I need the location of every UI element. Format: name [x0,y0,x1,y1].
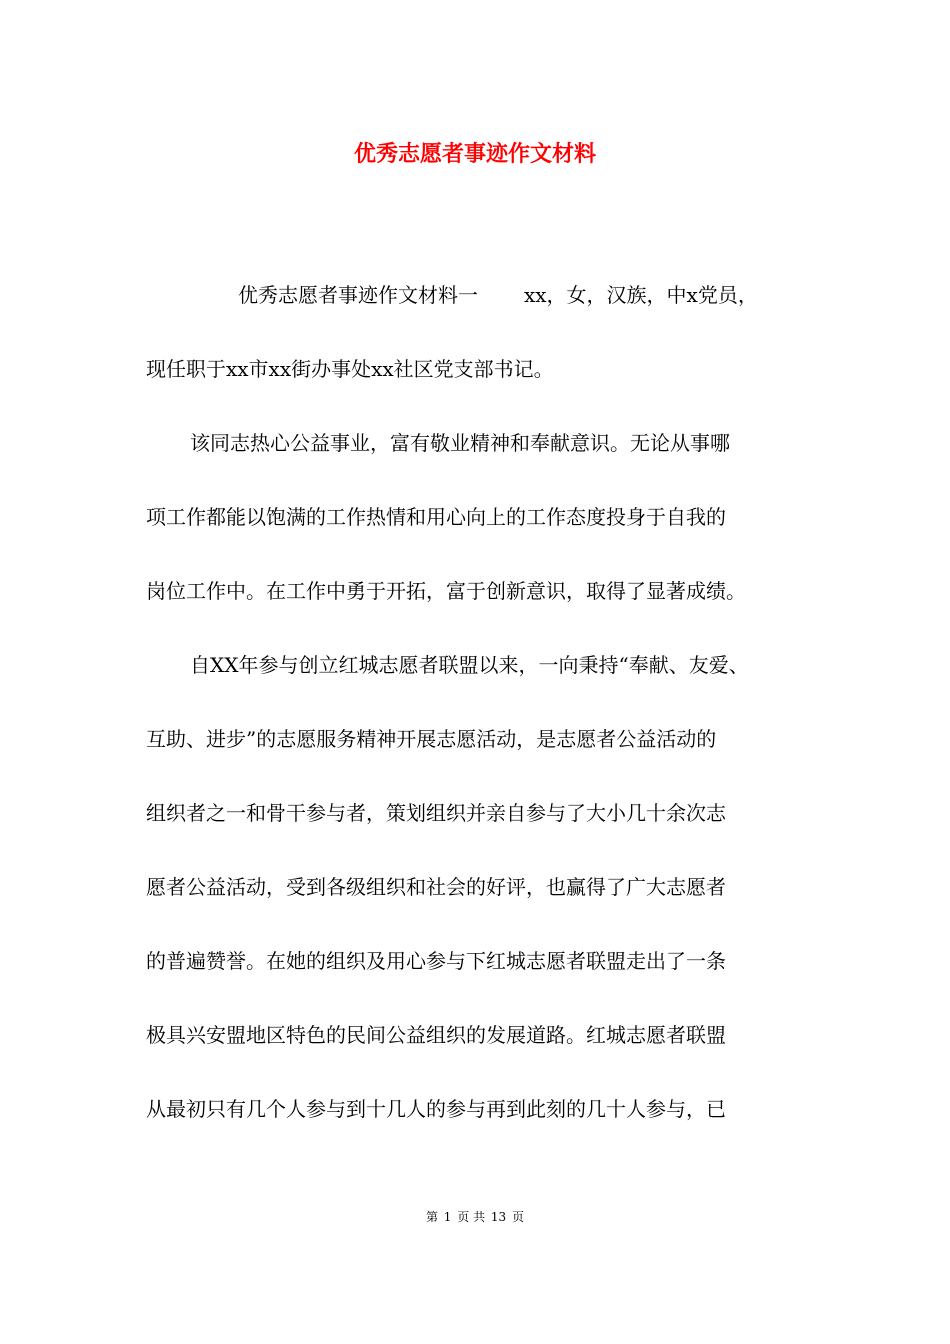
body-line-6: 自XX年参与创立红城志愿者联盟以来，一向秉持“奉献、友爱、 [190,653,749,677]
body-line-10: 的普遍赞誉。在她的组织及用心参与下红城志愿者联盟走出了一条 [146,949,726,973]
document-title: 优秀志愿者事迹作文材料 [353,141,596,167]
body-line-11: 极具兴安盟地区特色的民间公益组织的发展道路。红城志愿者联盟 [146,1023,726,1047]
body-line-4: 项工作都能以饱满的工作热情和用心向上的工作态度投身于自我的 [146,505,726,529]
body-line-7: 互助、进步”的志愿服务精神开展志愿活动，是志愿者公益活动的 [146,727,717,751]
line-text: xx，女，汉族，中x党员， [524,283,758,307]
footer-suffix: 页 [512,1210,525,1224]
footer-prefix: 第 [425,1210,438,1224]
footer-middle: 页 共 [457,1210,486,1224]
body-line-1 [146,280,826,310]
body-line-5: 岗位工作中。在工作中勇于开拓，富于创新意识，取得了显著成绩。 [146,579,746,603]
section-heading: 优秀志愿者事迹作文材料一 [238,283,478,307]
body-line-3: 该同志热心公益事业，富有敬业精神和奉献意识。无论从事哪 [190,431,730,455]
body-line-2: 现任职于xx市xx街办事处xx社区党支部书记。 [146,357,554,381]
footer-page-number: 1 [443,1210,452,1224]
body-line-8: 组织者之一和骨干参与者，策划组织并亲自参与了大小几十余次志 [146,801,726,825]
page-footer [0,1208,950,1226]
body-line-12: 从最初只有几个人参与到十几人的参与再到此刻的几十人参与，已 [146,1097,726,1121]
body-line-9: 愿者公益活动，受到各级组织和社会的好评，也赢得了广大志愿者 [146,875,726,899]
footer-total-pages: 13 [490,1210,507,1224]
